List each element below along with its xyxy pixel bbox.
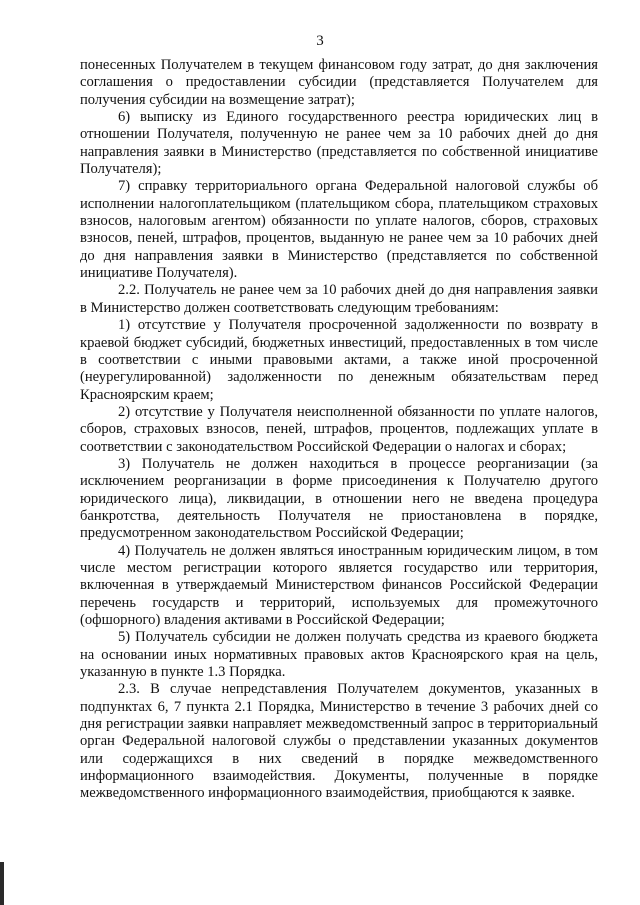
document-body [80,57,598,803]
paragraph-requirement-1: 1) отсутствие у Получателя просроченной задолженности по возврату в краевой бюджет субсидий, бюджетных инвестиций, предоставленных в том числе в соответствии с иными правовыми актами, а также иной просроченной (неурегулированной) задолженности по денежным обязательствам перед Красноярским краем; [80,317,598,403]
paragraph-requirement-3: 3) Получатель не должен находиться в процессе реорганизации (за исключением реорганизации в форме присоединения к Получателю другого юридического лица), ликвидации, в отношении него не введена процедура банкротства, деятельность Получателя не приостановлена в порядке, предусмотренном законодательством Российской Федерации; [80,455,598,542]
scan-edge-mark [0,862,4,905]
paragraph-requirement-4: 4) Получатель не должен являться иностранным юридическим лицом, в том числе местом регистрации которого является государство или территория, включенная в утверждаемый Министерством финансов Российской Федерации перечень государств и территорий, используемых для промежуточного (офшорного) владения активами в Российской Федерации; [80,542,598,628]
paragraph-section-2-2: 2.2. Получатель не ранее чем за 10 рабочих дней до дня направления заявки в Министерство должен соответствовать следующим требованиям: [80,282,598,316]
paragraph-section-2-3: 2.3. В случае непредставления Получателем документов, указанных в подпунктах 6, 7 пункта 2.1 Порядка, Министерство в течение 3 рабочих дней со дня регистрации заявки направляет межведомственный запрос в территориальный орган Федеральной налоговой службы о представлении указанных документов или содержащихся в них сведений в порядке межведомственного информационного взаимодействия. Документы, полученные в порядке межведомственного информационного взаимодействия, приобщаются к заявке. [80,681,598,802]
paragraph-requirement-2: 2) отсутствие у Получателя неисполненной обязанности по уплате налогов, сборов, страховых взносов, пеней, штрафов, процентов, подлежащих уплате в соответствии с законодательством Российской Федерации о налогах и сборах; [80,403,598,455]
paragraph-item-7: 7) справку территориального органа Федеральной налоговой службы об исполнении налогоплательщиком (плательщиком сбора, плательщиком страховых взносов, налоговым агентом) обязанности по уплате налогов, сборов, страховых взносов, пеней, штрафов, процентов, выданную не ранее чем за 10 рабочих дней до дня направления заявки в Министерство (представляется по собственной инициативе Получателя). [80,178,598,282]
paragraph-continuation: понесенных Получателем в текущем финансовом году затрат, до дня заключения соглашения о предоставлении субсидии (представляется Получателем для получения субсидии на возмещение затрат); [80,57,598,108]
page-number: 3 [316,33,324,49]
paragraph-requirement-5: 5) Получатель субсидии не должен получать средства из краевого бюджета на основании иных нормативных правовых актов Красноярского края на цель, указанную в пункте 1.3 Порядка. [80,629,598,681]
paragraph-item-6: 6) выписку из Единого государственного реестра юридических лиц в отношении Получателя, полученную не ранее чем за 10 рабочих дней до дня направления заявки в Министерство (представляется по собственной инициативе Получателя); [80,109,598,178]
